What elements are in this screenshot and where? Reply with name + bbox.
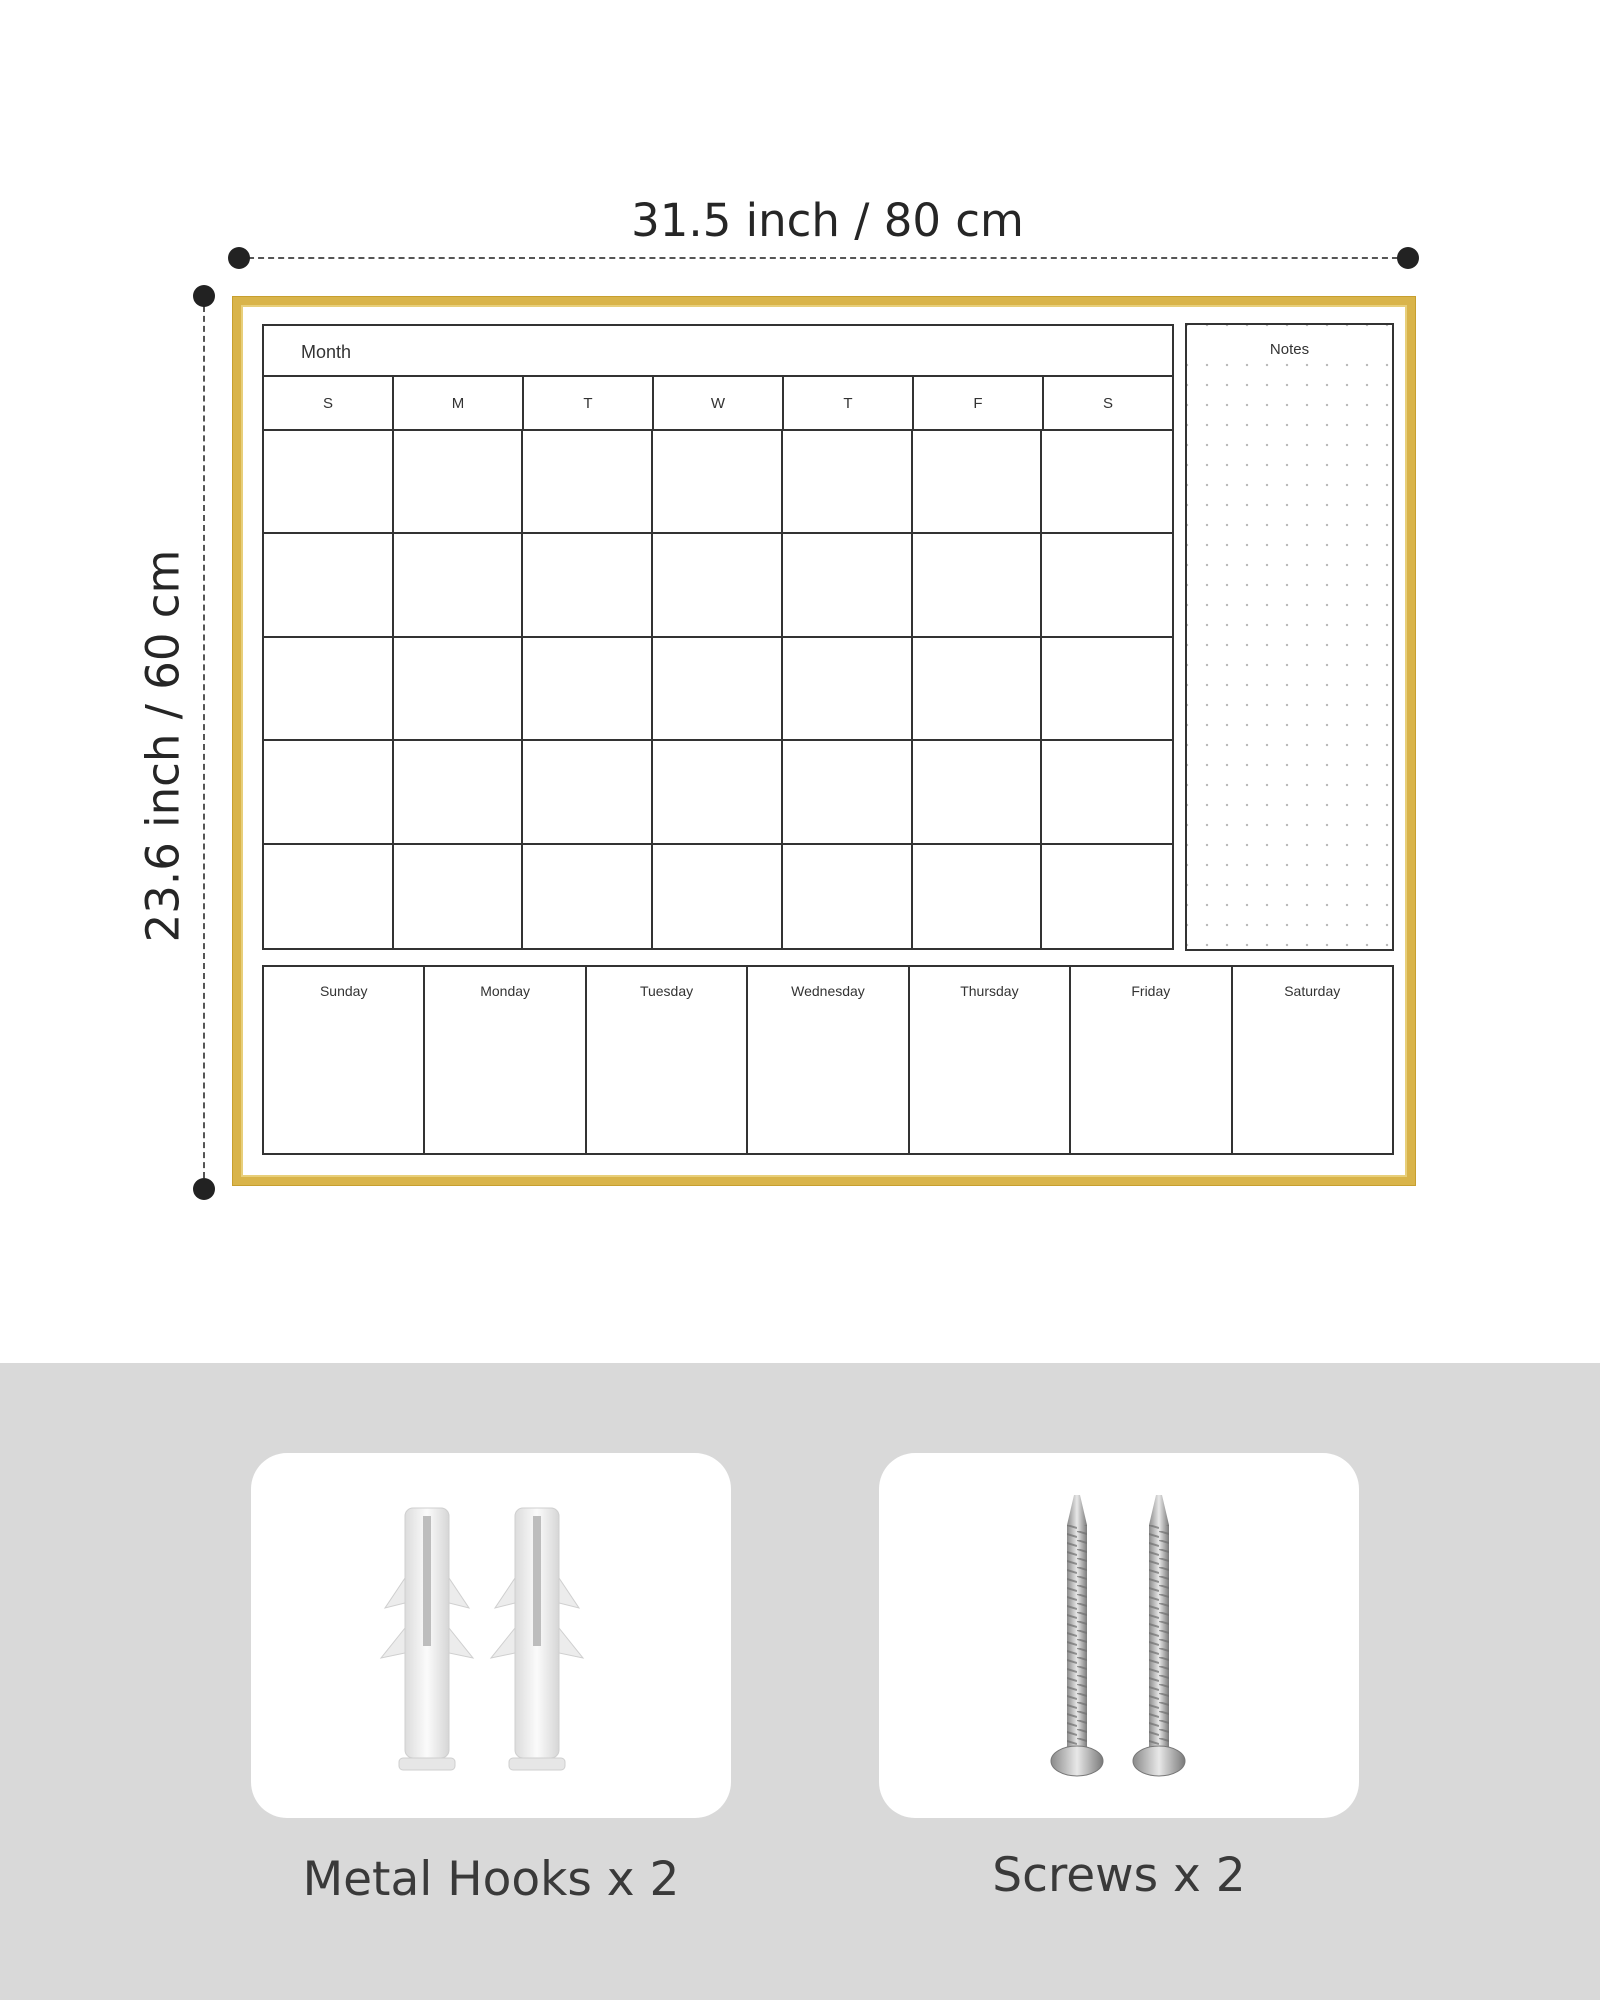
month-label: Month: [301, 342, 352, 362]
height-dimension-line: [203, 296, 205, 1188]
day-cell: [913, 741, 1043, 844]
day-cell: [783, 741, 913, 844]
day-cell: [1042, 845, 1172, 948]
width-end-dot: [1397, 247, 1419, 269]
weekday-column: Monday: [425, 967, 586, 1153]
day-cell: [913, 534, 1043, 637]
weekday-initial: S: [264, 377, 394, 429]
monthly-calendar: [262, 324, 1174, 950]
day-cell: [913, 638, 1043, 741]
weekday-initial: S: [1102, 395, 1113, 412]
weekday-initial: M: [394, 377, 524, 429]
weekday-column: Friday: [1071, 967, 1232, 1153]
day-cell: [783, 845, 913, 948]
weekday-initial: T: [784, 377, 914, 429]
day-cell: [783, 431, 913, 534]
day-cell: [264, 534, 394, 637]
day-cell: [264, 845, 394, 948]
weekly-planner: [262, 965, 1394, 1155]
day-cell: [653, 431, 783, 534]
day-cell: [264, 431, 394, 534]
weekday-column: Tuesday: [587, 967, 748, 1153]
month-header: [264, 326, 1172, 377]
day-cell: [264, 741, 394, 844]
day-cell: [523, 431, 653, 534]
day-cell: [523, 534, 653, 637]
day-cell: [523, 638, 653, 741]
day-cell: [523, 741, 653, 844]
height-start-dot: [193, 285, 215, 307]
weekday-column: Sunday: [264, 967, 425, 1153]
weekday-column: Saturday: [1284, 983, 1341, 999]
day-cell: [653, 534, 783, 637]
height-dimension-label: 23.6 inch / 60 cm: [136, 549, 190, 943]
weekday-initial: T: [524, 377, 654, 429]
day-grid: [264, 431, 1172, 948]
day-cell: [1042, 431, 1172, 534]
day-cell: [394, 741, 524, 844]
day-cell: [394, 534, 524, 637]
width-dimension-line: [238, 257, 1408, 259]
day-cell: [264, 638, 394, 741]
day-cell: [653, 741, 783, 844]
notes-label: Notes: [1187, 341, 1392, 358]
day-cell: [783, 638, 913, 741]
weekday-column: Wednesday: [748, 967, 909, 1153]
height-end-dot: [193, 1178, 215, 1200]
screws-label: Screws x 2: [992, 1848, 1246, 1903]
day-cell: [1042, 534, 1172, 637]
day-cell: [394, 638, 524, 741]
width-dimension-label: 31.5 inch / 80 cm: [631, 194, 1024, 247]
screws-card: [879, 1453, 1359, 1818]
width-start-dot: [228, 247, 250, 269]
wall-anchor-label: Metal Hooks x 2: [302, 1852, 680, 1907]
wall-anchor-icon: [251, 1453, 731, 1818]
day-cell: [653, 638, 783, 741]
day-cell: [523, 845, 653, 948]
weekday-initials-row: [264, 377, 1172, 431]
day-cell: [1042, 741, 1172, 844]
weekday-initial: W: [654, 377, 784, 429]
notes-panel: [1185, 323, 1394, 951]
day-cell: [394, 845, 524, 948]
day-cell: [913, 845, 1043, 948]
day-cell: [394, 431, 524, 534]
wall-anchor-card: [251, 1453, 731, 1818]
day-cell: [913, 431, 1043, 534]
weekday-column: Thursday: [910, 967, 1071, 1153]
accessories-panel: [0, 1363, 1600, 2000]
day-cell: [783, 534, 913, 637]
screw-icon: [879, 1453, 1359, 1818]
day-cell: [1042, 638, 1172, 741]
day-cell: [653, 845, 783, 948]
weekday-initial: F: [914, 377, 1044, 429]
